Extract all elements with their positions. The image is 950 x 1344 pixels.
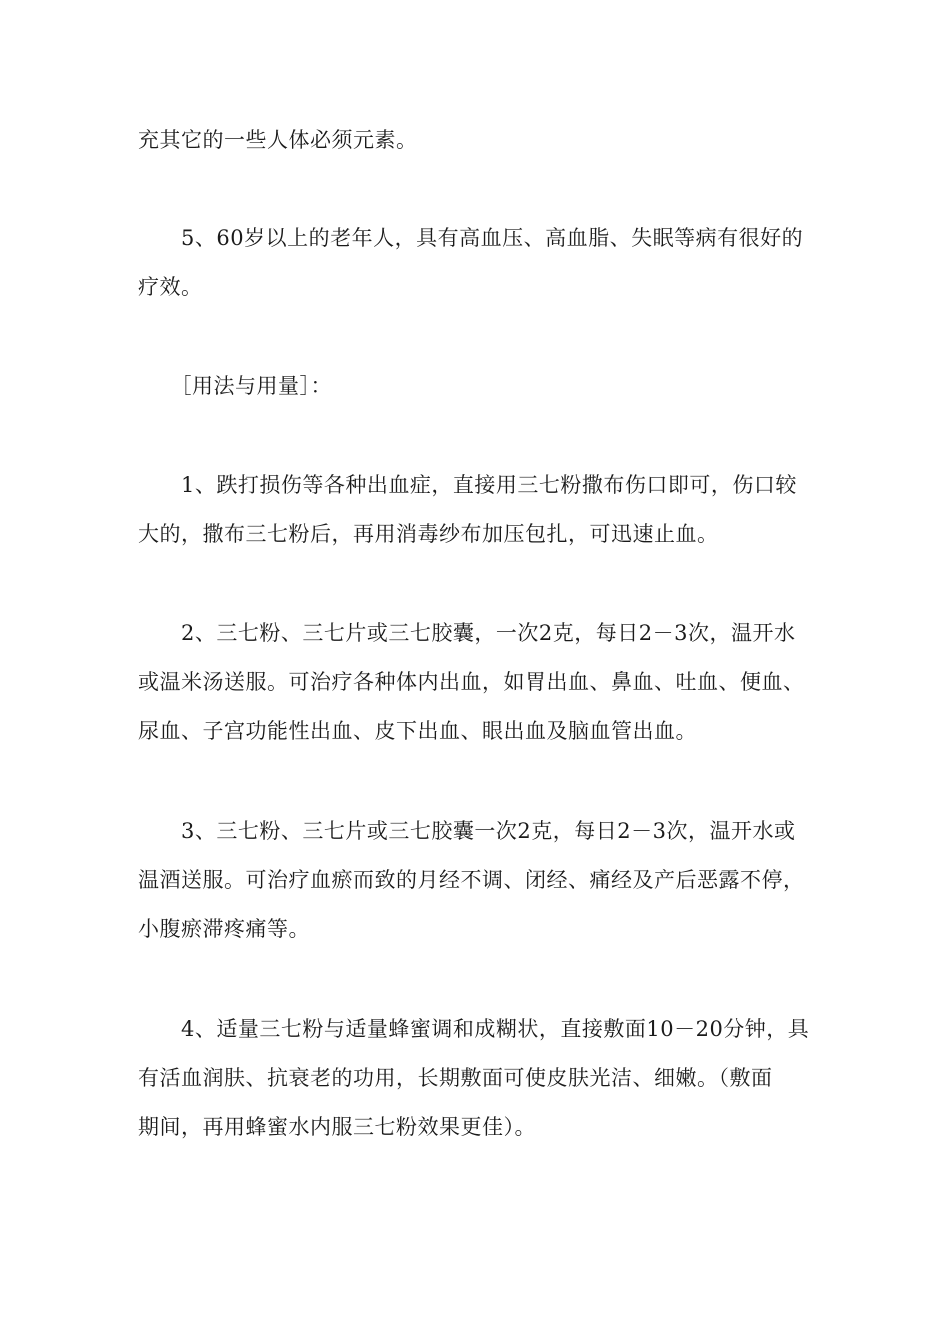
paragraph-line: 有活血润肤、抗衰老的功用，长期敷面可使皮肤光洁、细嫩。（敷面 [138,1066,773,1090]
paragraph-benefit-5 [138,214,828,312]
paragraph-usage-4 [138,1005,828,1152]
paragraph-line: 大的，撒布三七粉后，再用消毒纱布加压包扎，可迅速止血。 [138,522,719,546]
paragraph-usage-2 [138,609,828,756]
paragraph-usage-1 [138,461,828,559]
paragraph-line: 小腹瘀滞疼痛等。 [138,917,310,941]
paragraph-line: 2、三七粉、三七片或三七胶囊，一次2克，每日2－3次，温开水 [138,621,796,645]
paragraph-line: 3、三七粉、三七片或三七胶囊一次2克，每日2－3次，温开水或 [138,819,796,843]
section-heading-usage-dosage [138,362,828,411]
paragraph-line: ［用法与用量］： [138,374,332,398]
paragraph-line: 温酒送服。可治疗血瘀而致的月经不调、闭经、痛经及产后恶露不停， [138,868,805,892]
paragraph-line: 充其它的一些人体必须元素。 [138,128,418,152]
paragraph-line: 疗效。 [138,275,203,299]
paragraph-line: 4、适量三七粉与适量蜂蜜调和成糊状，直接敷面10－20分钟，具 [138,1017,810,1041]
paragraph-intro-continuation [138,116,828,165]
paragraph-line: 或温米汤送服。可治疗各种体内出血，如胃出血、鼻血、吐血、便血、 [138,670,805,694]
paragraph-usage-3 [138,807,828,954]
paragraph-line: 期间，再用蜂蜜水内服三七粉效果更佳）。 [138,1115,536,1139]
paragraph-line: 1、跌打损伤等各种出血症，直接用三七粉撒布伤口即可，伤口较 [138,473,797,497]
paragraph-line: 5、60岁以上的老年人，具有高血压、高血脂、失眠等病有很好的 [138,226,804,250]
paragraph-line: 尿血、子宫功能性出血、皮下出血、眼出血及脑血管出血。 [138,719,697,743]
